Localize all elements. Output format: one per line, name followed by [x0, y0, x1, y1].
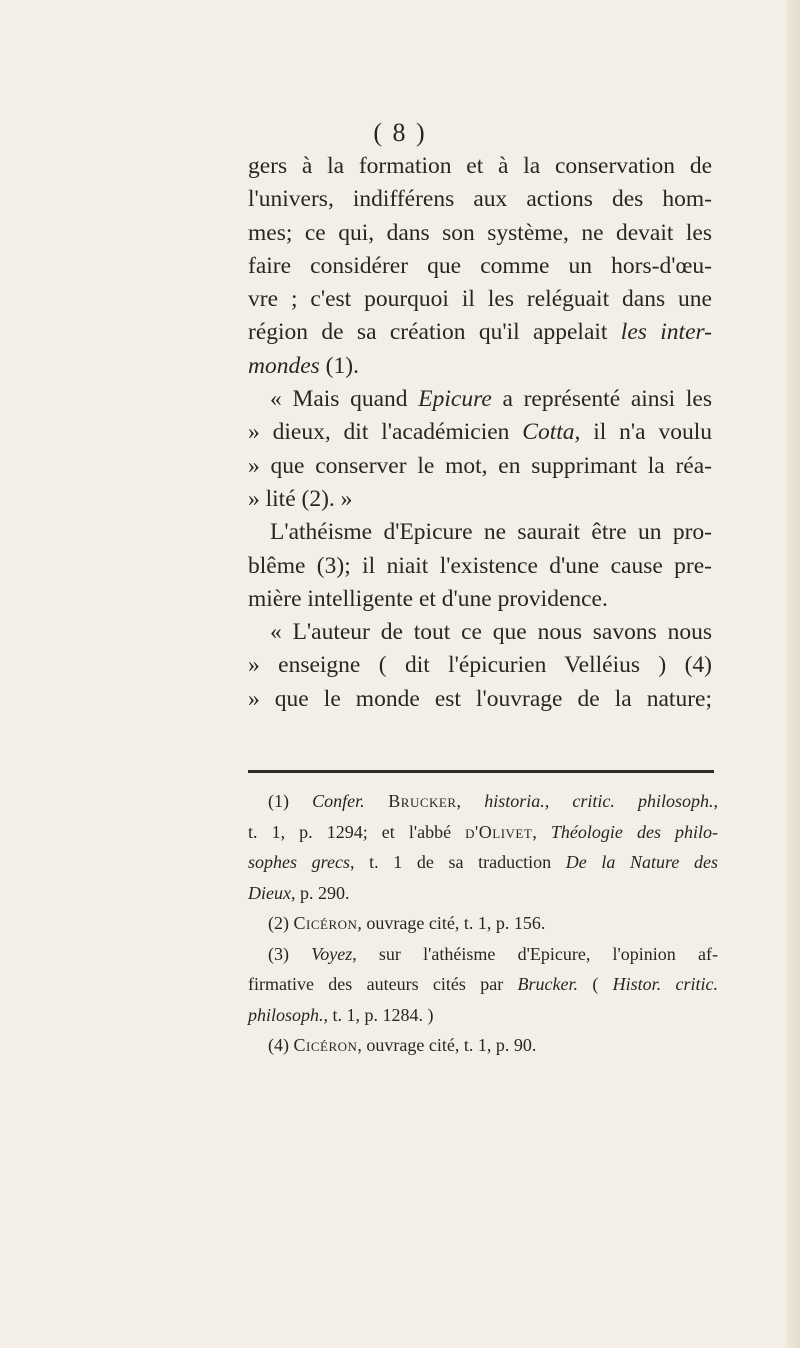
text-span: (1): [268, 791, 313, 811]
italic-term: Confer.: [312, 791, 365, 811]
text-span: ,: [532, 821, 551, 842]
main-text: [248, 150, 712, 716]
footnotes: [248, 786, 718, 1061]
footnote-line: [248, 817, 718, 848]
text-line: [248, 316, 712, 349]
quote-line: » que conserver le mot, en supprimant la réa-: [248, 452, 712, 479]
text-span: t. 1, p. 1294; et l'abbé: [248, 821, 466, 842]
text-span: « Mais quand: [270, 386, 419, 413]
text-line: mes; ce qui, dans son système, ne devait les: [248, 219, 712, 246]
text-span: , sur l'athéisme d'Epicure, l'opinion af-: [352, 943, 718, 964]
italic-term: les inter-: [620, 319, 712, 346]
quote-line: » enseigne ( dit l'épicurien Velléius ) (4): [248, 652, 712, 679]
text-span: , t. 1, p. 1284. ): [323, 1004, 434, 1025]
text-span: (3): [268, 943, 312, 964]
italic-name: Epicure: [418, 386, 492, 413]
footnote-line: [248, 786, 718, 817]
footnote-line: [248, 969, 718, 1000]
quote-line: « L'auteur de tout ce que nous savons nous: [270, 619, 712, 646]
italic-title: Histor. critic.: [612, 974, 718, 994]
footnote-line: [248, 939, 718, 970]
text-span: firmative des auteurs cités par: [248, 974, 518, 994]
italic-term: Voyez: [311, 943, 353, 964]
text-line: l'univers, indifférens aux actions des hom-: [248, 186, 712, 213]
text-line: blême (3); il niait l'existence d'une cause pre-: [248, 552, 712, 579]
text-span: (4): [268, 1035, 294, 1055]
author-name: Cicéron: [293, 1035, 358, 1055]
text-span: il n'a voulu: [580, 419, 712, 446]
italic-title: De la Nature des: [565, 852, 718, 872]
text-line: faire considérer que comme un hors-d'œu-: [248, 252, 712, 279]
text-span: , ouvrage cité, t. 1, p. 90.: [357, 1035, 537, 1055]
italic-title: philosoph.: [248, 1004, 324, 1025]
footnote-line: [248, 878, 718, 909]
text-span: région de sa création qu'il appelait: [248, 319, 621, 346]
author-name: d'Olivet: [465, 821, 533, 842]
author-name: Brucker: [364, 791, 457, 811]
footnote-line: [248, 847, 718, 878]
italic-title: Dieux: [248, 882, 291, 903]
footnote-rule: [248, 770, 714, 773]
text-span: (: [578, 974, 613, 994]
text-span: , ouvrage cité, t. 1, p. 156.: [357, 913, 546, 933]
author-name: Cicéron: [293, 913, 358, 933]
footnote-ref: (1).: [319, 352, 359, 379]
italic-name: Brucker.: [517, 974, 579, 994]
italic-term: mondes: [248, 352, 320, 379]
italic-title: Théologie des philo-: [550, 821, 719, 842]
text-span: , t. 1 de sa traduction: [349, 852, 566, 872]
text-line: L'athéisme d'Epicure ne saurait être un pro-: [270, 519, 712, 546]
page-edge: [786, 0, 800, 1348]
text-span: (2): [268, 913, 294, 933]
page-number: ( 8 ): [373, 118, 427, 147]
text-span: ,: [456, 791, 485, 811]
text-span: » dieux, dit l'académicien: [248, 419, 523, 446]
text-span: a représenté ainsi les: [491, 386, 712, 413]
text-line: mière intelligente et d'une providence.: [248, 585, 608, 612]
italic-name: Cotta,: [522, 419, 581, 446]
italic-title: historia., critic. philosoph.: [484, 791, 714, 811]
text-span: , p. 290.: [290, 882, 350, 903]
quote-line: » lité (2). »: [248, 485, 353, 512]
quote-line: [248, 416, 712, 449]
quote-line: » que le monde est l'ouvrage de la nature;: [248, 685, 712, 712]
footnote-line: [248, 908, 718, 939]
text-line: gers à la formation et à la conservation de: [248, 153, 712, 179]
text-span: ,: [713, 791, 718, 811]
quote-line: [248, 383, 712, 416]
footnote-line: [248, 1030, 718, 1061]
italic-title: sophes grecs: [248, 852, 350, 872]
text-line: vre ; c'est pourquoi il les reléguait dans une: [248, 286, 712, 313]
footnote-line: [248, 1000, 718, 1031]
text-line: [248, 350, 712, 383]
